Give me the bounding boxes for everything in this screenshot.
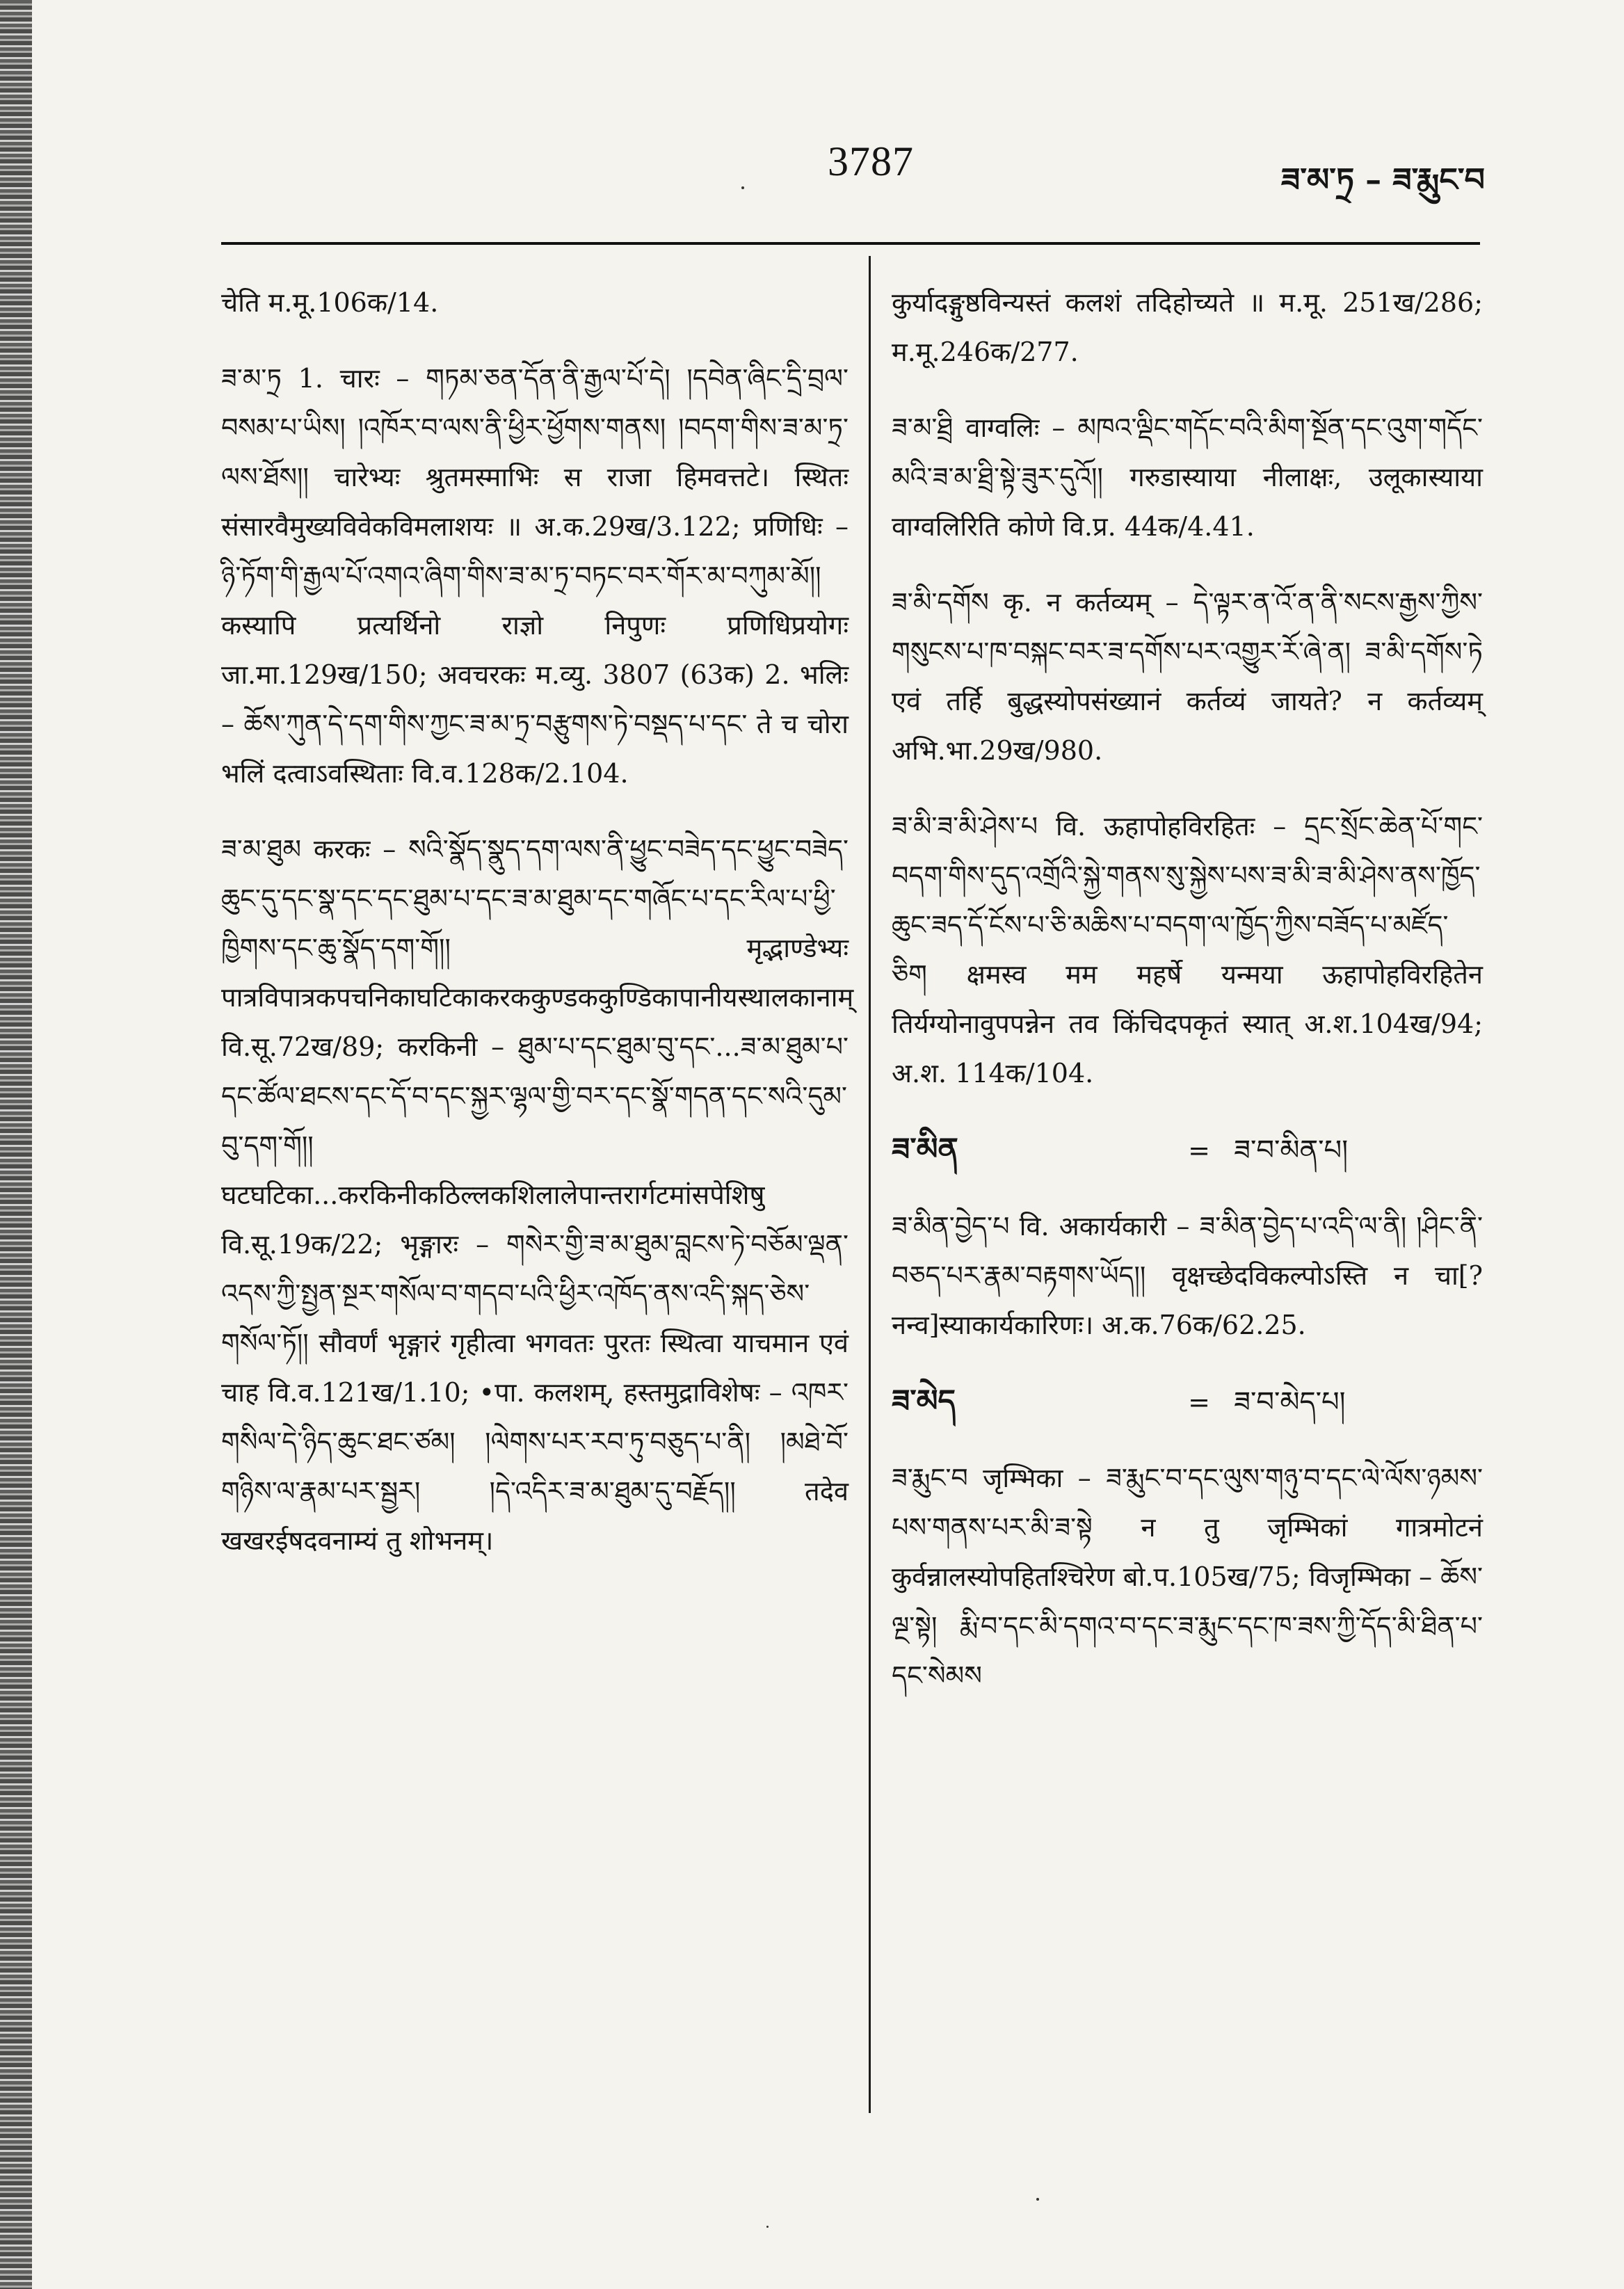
entry-za-mi-dgos: ཟ་མི་དགོས कृ. न कर्तव्यम् – དེ་ལྟར་ན་འོ་ན་ནི་སངས་རྒྱས་ཀྱིས་གསུངས་པ་ཁ་བསྐང་བར་ཟ་དགོས་པར་འགྱུར་རོ་ཞེ་ན། ཟ་མི་དགོས་ཏེ एवं तर्हि बुद्धस्योपसंख्यानं कर्तव्यं जायते? न कर्तव्यम् अभि.भा.29ख/980. [892,587,1483,766]
scan-speck [741,186,744,189]
right-column [892,278,1483,1727]
page-number: 3787 [828,138,914,184]
crossref-target: ཟ་བ་མེད་པ། [1234,1386,1346,1418]
crossref-headword: ཟ་མིན [892,1132,958,1167]
entry-za-rmung-ba: ཟ་རྨུང་བ जृम्भिका – ཟ་རྨུང་བ་དང་ལུས་གཉུ་བ་དང་ལེ་ལོས་ཉམས་པས་གནས་པར་མི་ཟ་སྟེ न तु जृम्भिकां गात्रमोटनं कुर्वन्नालस्योपहितश्चिरेण बो.प.105ख/75; विजृम्भिका – ཆོས་ལྔ་སྟེ། རྨི་བ་དང་མི་དགའ་བ་དང་ཟ་རྨུང་དང་ཁ་ཟས་ཀྱི་དོད་མི་ཐིན་པ་དང་སེམས [892,1463,1483,1691]
crossref-za-med [892,1376,1483,1427]
entry-continuation: कुर्यादङ्गुष्ठविन्यस्तं कलशं तदिहोच्यते ॥ म.मू. 251ख/286; म.मू.246क/277. [892,287,1483,367]
scan-speck [766,2226,769,2228]
crossref-target: ཟ་བ་མིན་པ། [1234,1134,1349,1166]
column-divider [869,256,871,2113]
header-guide-words: ཟ་མ་ཏྲ – ཟ་རྨུང་བ [1280,161,1485,198]
crossref-equals: = [1188,1135,1210,1166]
left-column [221,278,854,1592]
entry-continuation: चेति म.मू.106क/14. [221,287,439,318]
crossref-equals: = [1188,1387,1210,1417]
entry-za-mi-za-mi-shes-pa: ཟ་མི་ཟ་མི་ཤེས་པ वि. ऊहापोहविरहितः – དྲང་སྲོང་ཆེན་པོ་གང་བདག་གིས་དུད་འགྲོའི་སྐྱེ་གནས་སུ་སྐྱེས་པས་ཟ་མི་ཟ་མི་ཤེས་ནས་ཁྱོད་ཆུང་ཟད་དོ་ངོས་པ་ཅི་མཆིས་པ་བདག་ལ་ཁྱོད་ཀྱིས་བཟོད་པ་མཛོད་ཅིག क्षमस्व मम महर्षे यन्मया ऊहापोहविरहितेन तिर्यग्योनावुपपन्नेन तव किंचिदपकृतं स्यात् अ.श.104ख/94; अ.श. 114क/104. [892,811,1483,1089]
crossref-headword: ཟ་མེད [892,1383,956,1419]
entry-za-ma-tra: ཟ་མ་ཏྲ 1. चारः – གཏམ་ཅན་དོན་ནི་རྒྱལ་པོ་དེ། །དབེན་ཞིང་དྲི་བྲལ་བསམ་པ་ཡིས། །འཁོར་བ་ལས་ནི་ཕྱིར་ཕྱོགས་གནས། །བདག་གིས་ཟ་མ་ཏྲ་ལས་ཐོས།། चारेभ्यः श्रुतमस्माभिः स राजा हिमवत्तटे। स्थितः संसारवैमुख्यविवेकविमलाशयः ॥ अ.क.29ख/3.122; प्रणिधिः – ཉི་ཏོག་གི་རྒྱལ་པོ་འགའ་ཞིག་གིས་ཟ་མ་ཏྲ་བཏང་བར་གོར་མ་བཀུམ་མོ།། कस्यापि प्रत्यर्थिनो राज्ञो निपुणः प्रणिधिप्रयोगः जा.मा.129ख/150; अवचरकः म.व्यु. 3807 (63क) 2. भलिः – ཆོས་ཀུན་དེ་དག་གིས་ཀྱང་ཟ་མ་ཏྲ་བརྩུགས་ཏེ་བསྡད་པ་དང་ ते च चोरा भलिं दत्वाऽवस्थिताः वि.व.128क/2.104. [221,363,849,789]
page-binding-edge [0,0,32,2289]
header-rule [221,242,1480,245]
entry-za-ma-thri: ཟ་མ་ཐྲི वाग्वलिः – མཁའ་ལྡིང་གདོང་བའི་མིག་སྔོན་དང་འུག་གདོང་མའི་ཟ་མ་ཐྲི་སྟེ་ཟུར་དུའོ།། गरुडास्याया नीलाक्षः, उलूकास्याया वाग्वलिरिति कोणे वि.प्र. 44क/4.41. [892,412,1483,542]
crossref-za-min [892,1125,1483,1175]
entry-za-min-byed-pa: ཟ་མིན་བྱེད་པ वि. अकार्यकारी – ཟ་མིན་བྱེད་པ་འདི་ལ་ནི། །ཤིང་ནི་བཅད་པར་རྣམ་བརྟགས་ཡོད།། वृक्षच्छेदविकल्पोऽस्ति न चा[?नन्व]स्याकार्यकारिणः। अ.क.76क/62.25. [892,1211,1483,1340]
scan-speck [1036,2198,1039,2201]
entry-za-ma-thum: ཟ་མ་ཐུམ करकः – སའི་སྣོད་སྣུད་དག་ལས་ནི་ཕྱུང་བཟེད་དང་ཕྱུང་བཟེད་ཆུང་དུ་དང་སྣ་དང་དང་ཐུམ་པ་དང་ཟ་མ་ཐུམ་དང་གཞོང་པ་དང་རིལ་པ་ཕྱི་ཁྱིགས་དང་ཆུ་སྣོད་དག་གོ།། मृद्भाण्डेभ्यः पात्रविपात्रकपचनिकाघटिकाकरककुण्डककुण्डिकापानीयस्थालकानाम् वि.सू.72ख/89; करकिनी – ཐུམ་པ་དང་ཐུམ་བུ་དང་...ཟ་མ་ཐུམ་པ་དང་ཚོལ་ཐངས་དང་དོ་བ་དང་སྐྱར་ལྷལ་གྱི་བར་དང་སྣོ་གདན་དང་སའི་དུམ་བུ་དག་གོ།། घटघटिका...करकिनीकठिल्लकशिलालेपान्तरार्गटमांसपेशिषु वि.सू.19क/22; भृङ्गारः – གསེར་གྱི་ཟ་མ་ཐུམ་བླངས་ཏེ་བཅོམ་ལྡན་འདས་ཀྱི་སྤྱན་སྔར་གསོལ་བ་གདབ་པའི་ཕྱིར་འཁོད་ནས་འདི་སྐད་ཅེས་གསོལ་ཏོ།། सौवर्णं भृङ्गारं गृहीत्वा भगवतः पुरतः स्थित्वा याचमान एवं चाह वि.व.121ख/1.10; •पा. कलशम्, हस्तमुद्राविशेषः – འཁར་གསིལ་དེ་ཉིད་ཆུང་ཐང་ཙམ། །ལེགས་པར་རབ་ཏུ་བཅུད་པ་ནི། །མཐེ་བོ་གཉིས་ལ་རྣམ་པར་སྦྱར། །དེ་འདིར་ཟ་མ་ཐུམ་དུ་བརྗོད།། तदेव खखरईषदवनाम्यं तु शोभनम्। [221,834,854,1556]
